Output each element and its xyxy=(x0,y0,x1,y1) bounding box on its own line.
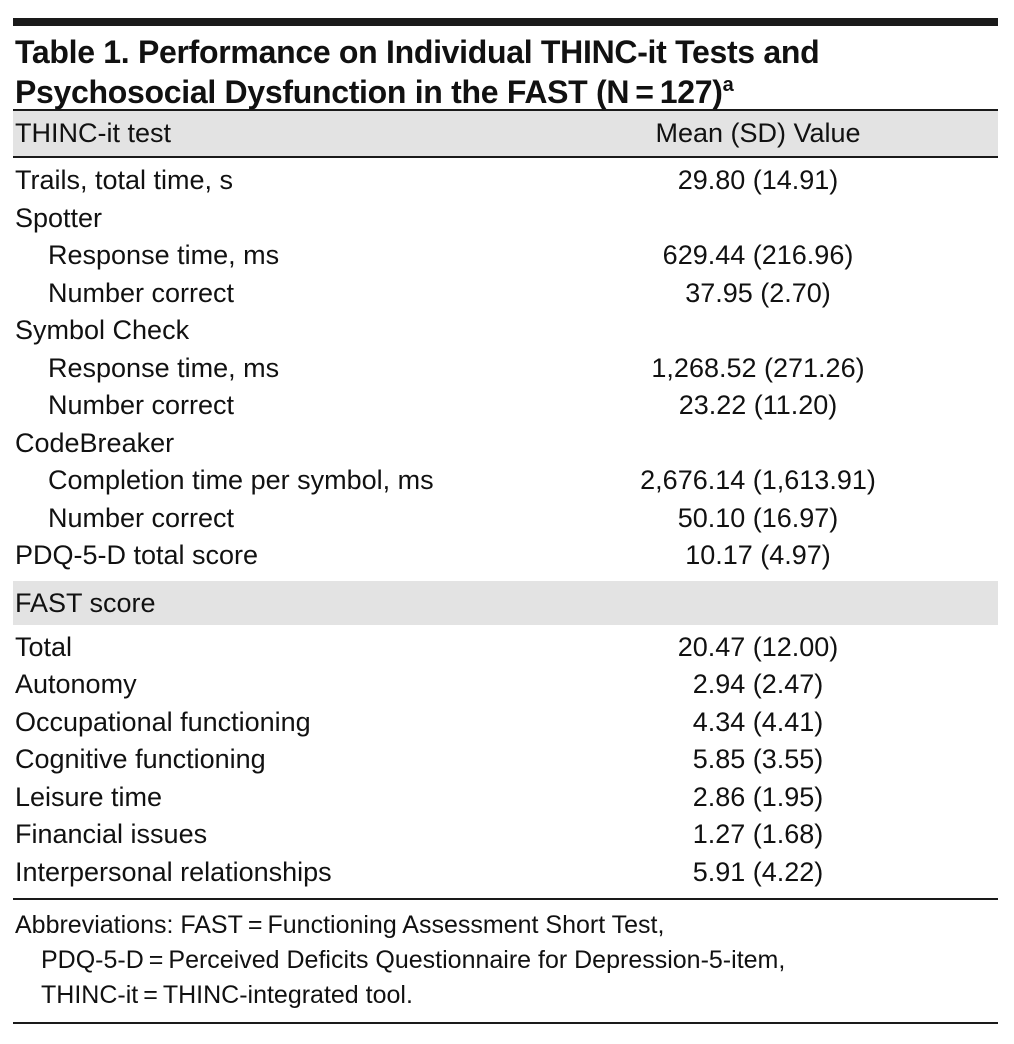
row-value: 29.80 (14.91) xyxy=(677,165,839,195)
fast-rows xyxy=(13,625,998,892)
table-row xyxy=(13,741,998,779)
table-row xyxy=(13,779,998,817)
footnote-line-1: Abbreviations: FAST = Functioning Assessment Short Test, xyxy=(15,911,665,939)
row-label: Spotter xyxy=(15,202,103,233)
footnote-line-3: THINC-it = THINC-integrated tool. xyxy=(41,981,413,1009)
thinc-rows xyxy=(13,158,998,575)
row-label: Financial issues xyxy=(15,819,208,849)
row-label: Number correct xyxy=(48,502,235,533)
row-value: 23.22 (11.20) xyxy=(678,390,838,420)
row-label: Leisure time xyxy=(15,781,163,812)
table-title xyxy=(13,26,998,109)
column-header-test: THINC-it test xyxy=(15,118,172,148)
top-rule xyxy=(13,18,998,26)
row-label: Occupational functioning xyxy=(15,706,311,737)
row-label: CodeBreaker xyxy=(15,427,175,458)
table-row xyxy=(13,500,998,538)
table-row xyxy=(13,425,998,463)
table-row xyxy=(13,462,998,500)
row-value: 629.44 (216.96) xyxy=(662,240,854,270)
row-value: 1.27 (1.68) xyxy=(692,819,824,849)
row-label: Number correct xyxy=(48,390,235,420)
table-row xyxy=(13,312,998,350)
table-row xyxy=(13,162,998,200)
row-value: 10.17 (4.97) xyxy=(685,540,831,570)
table-footnote xyxy=(13,900,998,1022)
section-header-fast: FAST score xyxy=(13,581,998,625)
table-row xyxy=(13,200,998,238)
table-row xyxy=(13,666,998,704)
column-header xyxy=(13,111,998,156)
row-label: Response time, ms xyxy=(48,352,280,383)
row-label: Number correct xyxy=(48,277,235,308)
title-line-1: Table 1. Performance on Individual THINC-it Tests and xyxy=(15,34,820,70)
row-value: 2.86 (1.95) xyxy=(692,781,824,812)
row-value: 2.94 (2.47) xyxy=(692,669,824,699)
row-value: 37.95 (2.70) xyxy=(685,277,831,308)
row-label: Symbol Check xyxy=(15,315,190,345)
row-label: Response time, ms xyxy=(48,240,280,270)
row-value: 50.10 (16.97) xyxy=(677,502,839,533)
table-row xyxy=(13,816,998,854)
title-line-2 xyxy=(15,72,996,112)
footnote-line-2: PDQ-5-D = Perceived Deficits Questionnaire for Depression-5-item, xyxy=(41,946,786,974)
row-label: Completion time per symbol, ms xyxy=(48,465,434,495)
table-row xyxy=(13,387,998,425)
row-label: Cognitive functioning xyxy=(15,744,266,774)
row-value: 4.34 (4.41) xyxy=(692,706,824,737)
row-value: 20.47 (12.00) xyxy=(677,631,839,662)
table-row xyxy=(13,704,998,742)
table-container xyxy=(13,18,998,1024)
row-value: 5.91 (4.22) xyxy=(692,856,824,887)
row-label: Autonomy xyxy=(15,669,137,699)
title-footnote-marker: a xyxy=(722,74,734,96)
column-header-value: Mean (SD) Value xyxy=(655,118,861,148)
row-label: Interpersonal relationships xyxy=(15,856,332,887)
row-value: 5.85 (3.55) xyxy=(692,744,824,774)
row-label: Total xyxy=(15,631,73,662)
end-rule xyxy=(13,1022,998,1024)
row-value: 1,268.52 (271.26) xyxy=(651,352,865,383)
row-label: PDQ-5-D total score xyxy=(15,540,259,570)
table-row xyxy=(13,237,998,275)
row-value: 2,676.14 (1,613.91) xyxy=(640,465,876,495)
table-row xyxy=(13,350,998,388)
title-line-2-text: Psychosocial Dysfunction in the FAST (N = 127) xyxy=(15,74,723,110)
row-label: Trails, total time, s xyxy=(15,165,234,195)
table-row xyxy=(13,854,998,892)
table-row xyxy=(13,537,998,575)
table-row xyxy=(13,629,998,667)
table-row xyxy=(13,275,998,313)
